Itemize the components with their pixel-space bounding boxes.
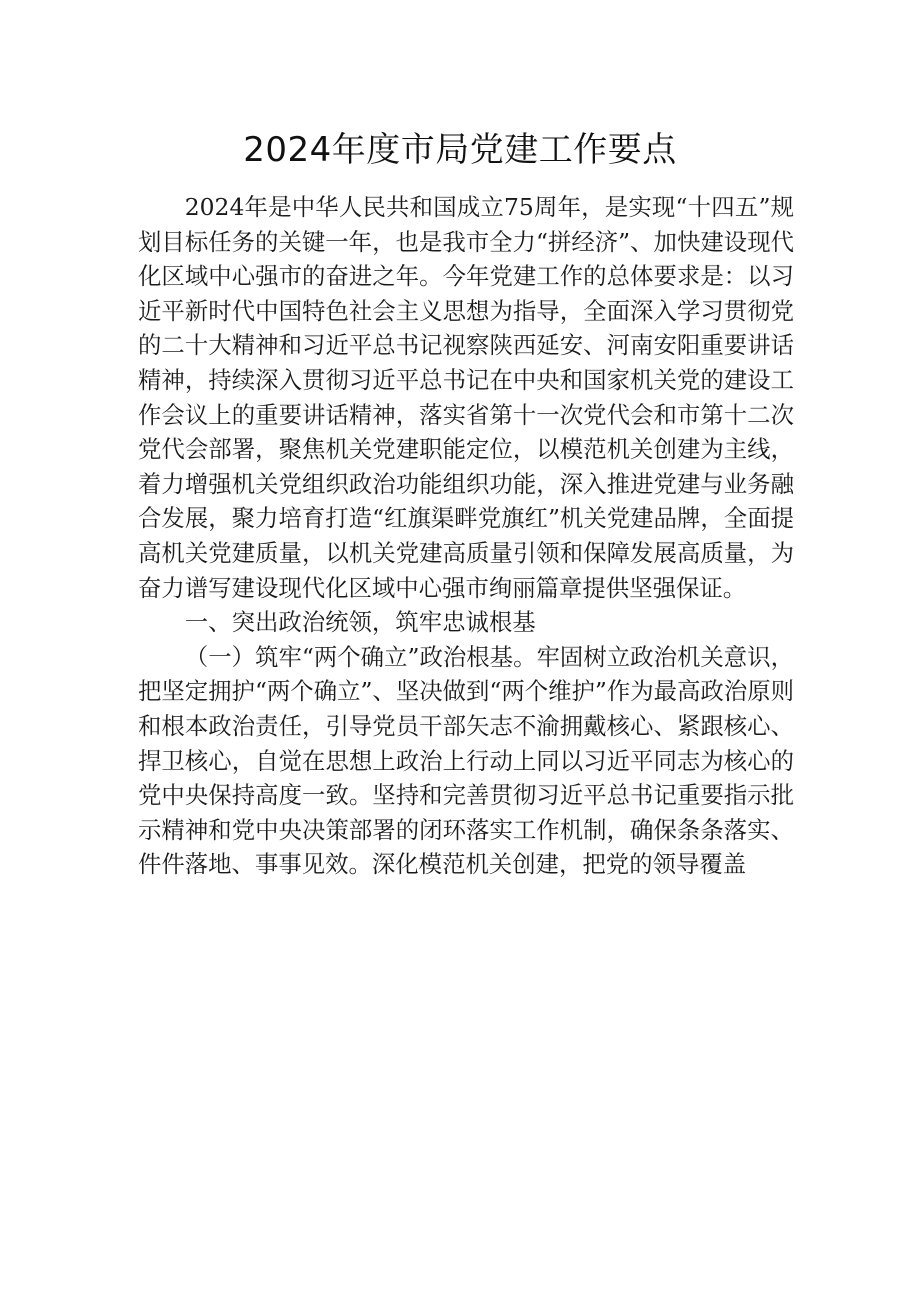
intro-paragraph: 2024年是中华人民共和国成立75周年，是实现“十四五”规划目标任务的关键一年，也是我市全力“拼经济”、加快建设现代化区域中心强市的奋进之年。今年党建工作的总体要求是：以习近平新时代中国特色社会主义思想为指导，全面深入学习贯彻党的二十大精神和习近平总书记视察陕西延安、河南安阳重要讲话精神，持续深入贯彻习近平总书记在中央和国家机关党的建设工作会议上的重要讲话精神，落实省第十一次党代会和市第十二次党代会部署，聚焦机关党建职能定位，以模范机关创建为主线，着力增强机关党组织政治功能组织功能，深入推进党建与业务融合发展，聚力培育打造“红旗渠畔党旗红”机关党建品牌，全面提高机关党建质量，以机关党建高质量引领和保障发展高质量，为奋力谱写建设现代化区域中心强市绚丽篇章提供坚强保证。 [138, 193, 794, 602]
section-heading: 一、突出政治统领，筑牢忠诚根基 [184, 608, 536, 637]
document-body [138, 190, 794, 882]
subsection-paragraph: （一）筑牢“两个确立”政治根基。牢固树立政治机关意识，把坚定拥护“两个确立”、坚决做到“两个维护”作为最高政治原则和根本政治责任，引导党员干部矢志不渝拥戴核心、紧跟核心、捍卫核心，自觉在思想上政治上行动上同以习近平同志为核心的党中央保持高度一致。坚持和完善贯彻习近平总书记重要指示批示精神和党中央决策部署的闭环落实工作机制，确保条条落实、件件落地、事事见效。深化模范机关创建，把党的领导覆盖 [138, 642, 794, 879]
document-title: 2024年度市局党建工作要点 [243, 130, 677, 170]
